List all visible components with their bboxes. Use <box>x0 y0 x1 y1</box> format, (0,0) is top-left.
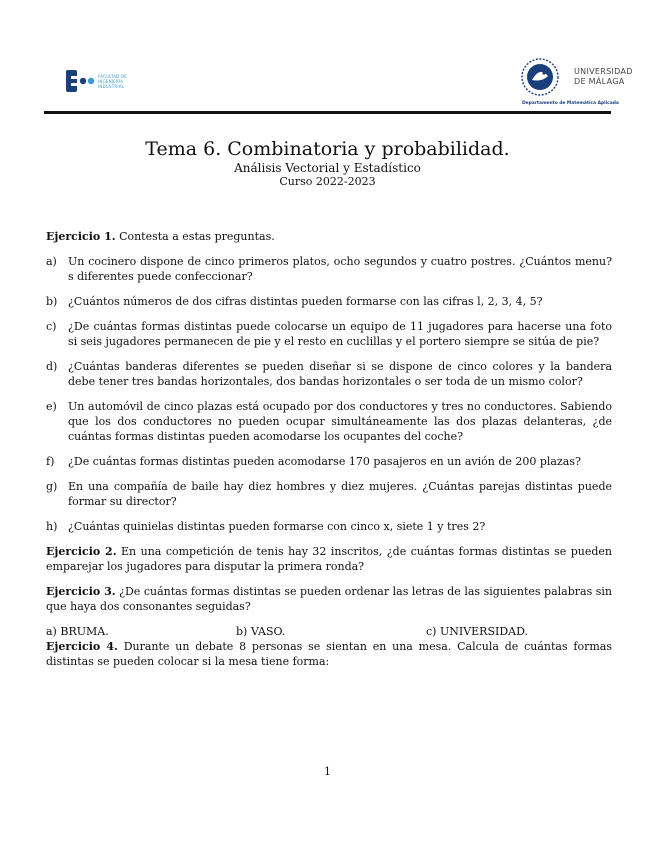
option-label: a) <box>46 625 57 638</box>
option-text: UNIVERSIDAD. <box>439 625 529 638</box>
title-block <box>44 137 611 188</box>
exercise-3-options <box>46 624 612 639</box>
exercise-3-option-c <box>426 624 612 639</box>
faculty-logo <box>66 68 146 96</box>
item-text: En una compañía de baile hay diez hombres y diez mujeres. ¿Cuántas parejas distintas puede formar su director? <box>68 480 612 508</box>
exercise-1-item-b <box>46 294 612 309</box>
department-caption: Departamento de Matemática Aplicada <box>522 101 619 106</box>
item-label: c) <box>46 320 57 333</box>
item-label: e) <box>46 400 57 413</box>
university-seal-icon <box>518 56 570 102</box>
option-label: c) <box>426 625 437 638</box>
faculty-logo-line2: INGENIERÍA <box>98 79 124 84</box>
item-text: ¿Cuántos números de dos cifras distintas pueden formarse con las cifras l, 2, 3, 4, 5? <box>68 295 543 308</box>
course-label: Curso 2022-2023 <box>279 175 376 188</box>
item-text: Un cocinero dispone de cinco primeros platos, ocho segundos y cuatro postres. ¿Cuántos menu?s diferentes puede confeccionar? <box>68 255 612 283</box>
page-subtitle: Análisis Vectorial y Estadístico <box>234 161 421 175</box>
exercise-1-item-c <box>46 319 612 349</box>
exercise-3-option-a <box>46 624 236 639</box>
item-label: h) <box>46 520 58 533</box>
exercise-4 <box>46 639 612 669</box>
faculty-logo-line3: INDUSTRIAL <box>98 84 125 89</box>
exercise-1-item-f <box>46 454 612 469</box>
item-text: ¿Cuántas banderas diferentes se pueden diseñar si se dispone de cinco colores y la bandera debe tener tres bandas horizontales, dos bandas horizontales o ser toda de un mismo color? <box>68 360 612 388</box>
page-title: Tema 6. Combinatoria y probabilidad. <box>145 138 510 160</box>
item-label: d) <box>46 360 58 373</box>
exercise-1-item-h <box>46 519 612 534</box>
item-label: b) <box>46 295 58 308</box>
item-label: f) <box>46 455 55 468</box>
exercise-1-label: Ejercicio 1. <box>46 230 116 243</box>
exercise-1-text: Contesta a estas preguntas. <box>119 230 275 243</box>
faculty-logo-line1: FACULTAD DE <box>98 74 128 79</box>
university-name-line2: DE MÁLAGA <box>574 77 625 86</box>
exercise-1-item-g <box>46 479 612 509</box>
item-text: ¿De cuántas formas distintas puede colocarse un equipo de 11 jugadores para hacerse una foto si seis jugadores permanecen de pie y el resto en cuclillas y el portero siempre se sitúa de pie? <box>68 320 612 348</box>
exercise-3-text: ¿De cuántas formas distintas se pueden ordenar las letras de las siguientes palabras sin que haya dos consonantes seguidas? <box>46 585 612 613</box>
header-divider <box>44 111 611 114</box>
exercise-3 <box>46 584 612 614</box>
option-text: VASO. <box>250 625 286 638</box>
university-name-line1: UNIVERSIDAD <box>574 67 633 76</box>
item-text: Un automóvil de cinco plazas está ocupado por dos conductores y tres no conductores. Sabiendo que los dos conductores no pueden ocupar simultáneamente las dos plazas delanteras, ¿de cuántas formas distintas pueden acomodarse los ocupantes del coche? <box>68 400 612 443</box>
exercise-list <box>46 229 612 669</box>
item-label: a) <box>46 255 57 268</box>
option-text: BRUMA. <box>60 625 109 638</box>
exercise-4-label: Ejercicio 4. <box>46 640 118 653</box>
page-number: 1 <box>324 765 331 778</box>
exercise-1-item-e <box>46 399 612 444</box>
item-label: g) <box>46 480 58 493</box>
exercise-1-item-d <box>46 359 612 389</box>
item-text: ¿De cuántas formas distintas pueden acomodarse 170 pasajeros en un avión de 200 plazas? <box>68 455 581 468</box>
exercise-2-text: En una competición de tenis hay 32 inscritos, ¿de cuántas formas distintas se pueden emparejar los jugadores para disputar la primera ronda? <box>46 545 612 573</box>
exercise-1 <box>46 229 612 244</box>
exercise-3-label: Ejercicio 3. <box>46 585 116 598</box>
item-text: ¿Cuántas quinielas distintas pueden formarse con cinco x, siete 1 y tres 2? <box>68 520 486 533</box>
exercise-4-text: Durante un debate 8 personas se sientan en una mesa. Calcula de cuántas formas distintas se pueden colocar si la mesa tiene forma: <box>46 640 613 668</box>
option-label: b) <box>236 625 248 638</box>
exercise-3-option-b <box>236 624 426 639</box>
exercise-1-item-a <box>46 254 612 284</box>
exercise-2-label: Ejercicio 2. <box>46 545 117 558</box>
exercise-2 <box>46 544 612 574</box>
